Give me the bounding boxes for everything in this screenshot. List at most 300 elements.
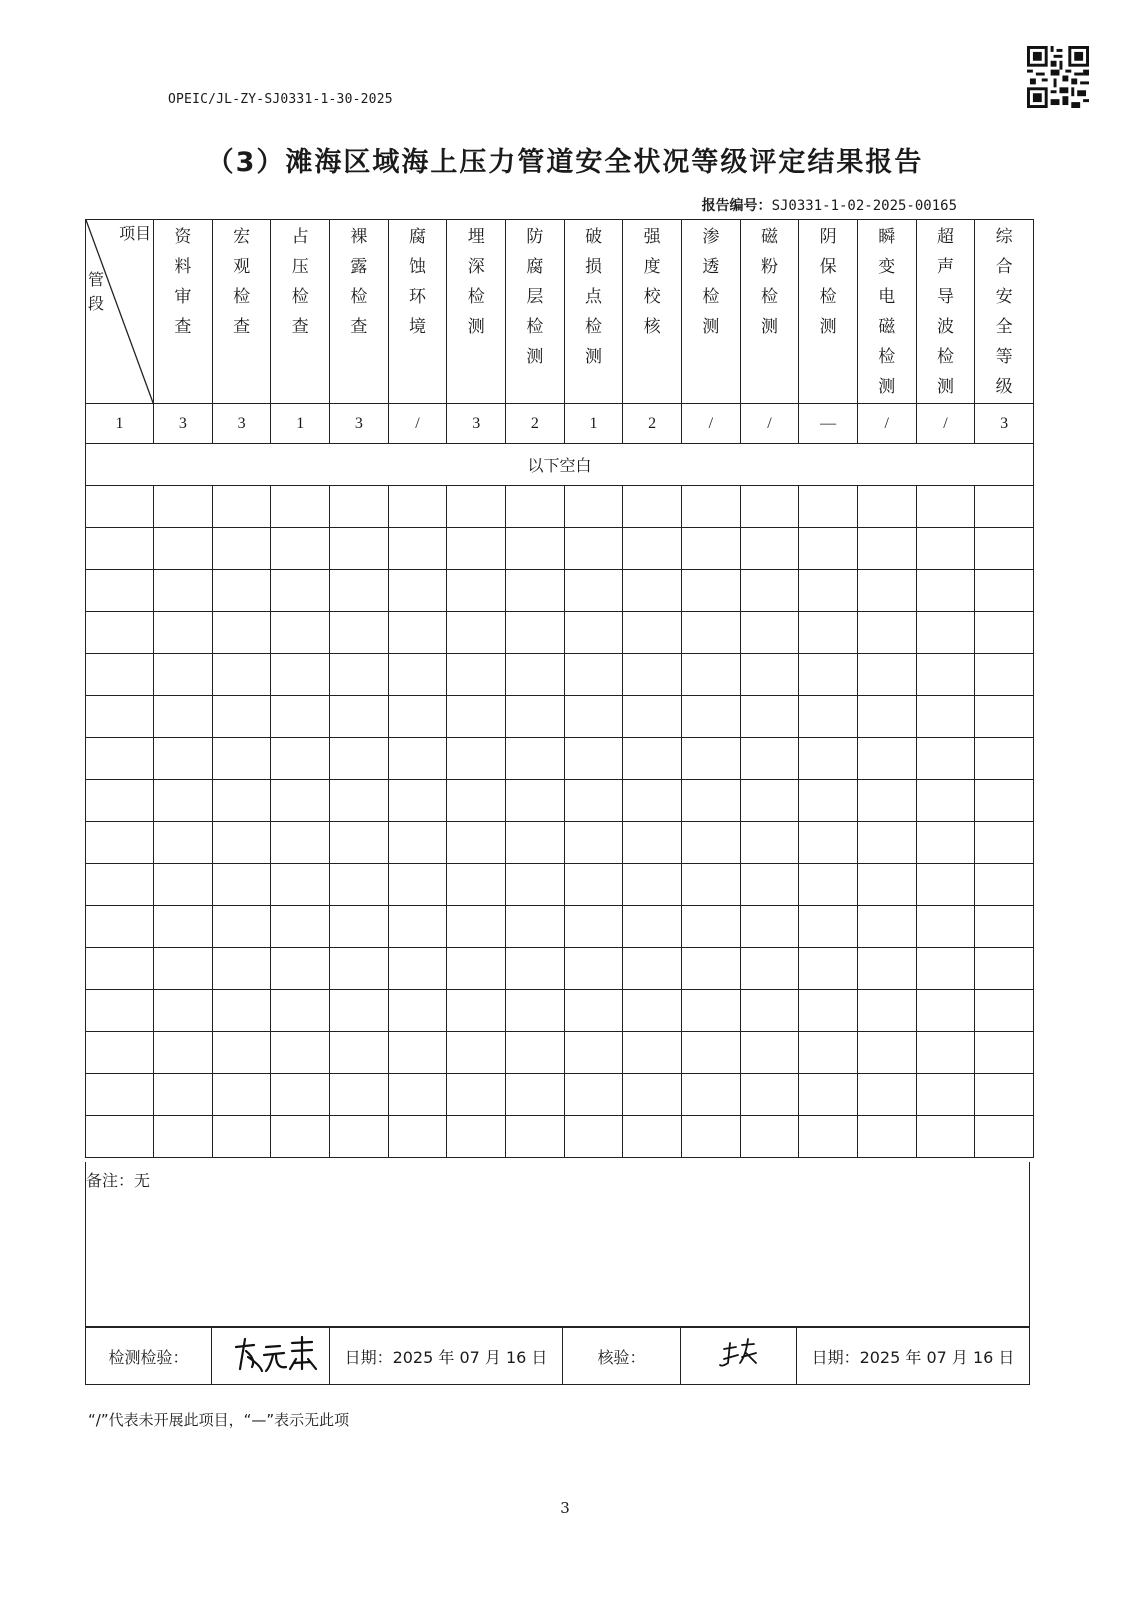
empty-cell <box>740 1074 799 1116</box>
empty-row <box>86 1032 1034 1074</box>
empty-cell <box>86 822 154 864</box>
empty-cell <box>330 780 389 822</box>
inspector-label: 检测检验： <box>86 1328 212 1385</box>
empty-cell <box>975 570 1034 612</box>
empty-cell <box>799 990 858 1032</box>
empty-row <box>86 612 1034 654</box>
empty-cell <box>86 486 154 528</box>
empty-cell <box>799 1116 858 1158</box>
empty-cell <box>212 780 271 822</box>
empty-cell <box>271 1116 330 1158</box>
empty-cell <box>740 948 799 990</box>
empty-cell <box>506 612 565 654</box>
empty-cell <box>916 696 975 738</box>
empty-cell <box>681 654 740 696</box>
empty-cell <box>681 780 740 822</box>
signoff-table <box>85 1327 1030 1385</box>
empty-cell <box>271 696 330 738</box>
empty-cell <box>447 780 506 822</box>
table-cell: / <box>681 404 740 444</box>
empty-cell <box>506 1032 565 1074</box>
reviewer-label: 核验： <box>563 1328 681 1385</box>
empty-cell <box>271 948 330 990</box>
empty-cell <box>447 738 506 780</box>
table-cell: 3 <box>212 404 271 444</box>
empty-cell <box>271 738 330 780</box>
empty-cell <box>154 612 213 654</box>
empty-cell <box>271 1032 330 1074</box>
empty-cell <box>799 1074 858 1116</box>
empty-cell <box>330 948 389 990</box>
empty-cell <box>740 864 799 906</box>
empty-cell <box>388 486 447 528</box>
empty-cell <box>447 906 506 948</box>
empty-cell <box>388 864 447 906</box>
empty-cell <box>740 738 799 780</box>
empty-cell <box>271 780 330 822</box>
empty-cell <box>86 528 154 570</box>
empty-cell <box>564 864 623 906</box>
empty-cell <box>564 780 623 822</box>
empty-cell <box>740 570 799 612</box>
empty-cell <box>388 696 447 738</box>
empty-cell <box>154 654 213 696</box>
empty-cell <box>740 822 799 864</box>
empty-cell <box>212 1116 271 1158</box>
empty-cell <box>506 990 565 1032</box>
empty-cell <box>506 528 565 570</box>
empty-cell <box>330 738 389 780</box>
empty-cell <box>857 948 916 990</box>
empty-cell <box>857 780 916 822</box>
blank-note-row <box>86 444 1034 486</box>
table-cell: 1 <box>564 404 623 444</box>
empty-cell <box>506 696 565 738</box>
empty-cell <box>388 906 447 948</box>
empty-cell <box>447 864 506 906</box>
empty-cell <box>681 1032 740 1074</box>
empty-cell <box>330 486 389 528</box>
empty-cell <box>447 486 506 528</box>
empty-cell <box>212 612 271 654</box>
empty-cell <box>799 1032 858 1074</box>
empty-cell <box>623 528 682 570</box>
table-cell: — <box>799 404 858 444</box>
empty-cell <box>623 990 682 1032</box>
empty-cell <box>857 864 916 906</box>
empty-cell <box>212 528 271 570</box>
empty-cell <box>86 612 154 654</box>
empty-row <box>86 654 1034 696</box>
empty-cell <box>681 1074 740 1116</box>
empty-cell <box>447 1116 506 1158</box>
empty-cell <box>212 822 271 864</box>
empty-cell <box>916 1074 975 1116</box>
empty-cell <box>271 570 330 612</box>
empty-row <box>86 696 1034 738</box>
empty-cell <box>975 1032 1034 1074</box>
empty-cell <box>975 822 1034 864</box>
empty-cell <box>857 1074 916 1116</box>
report-number-label: 报告编号： <box>701 198 772 214</box>
empty-cell <box>975 1116 1034 1158</box>
column-header: 资料审查 <box>154 220 213 404</box>
blank-note: 以下空白 <box>86 444 1034 486</box>
empty-cell <box>681 948 740 990</box>
reviewer-signature <box>681 1328 797 1385</box>
empty-cell <box>271 990 330 1032</box>
empty-cell <box>857 696 916 738</box>
empty-cell <box>564 486 623 528</box>
empty-cell <box>681 1116 740 1158</box>
empty-cell <box>857 1116 916 1158</box>
empty-cell <box>212 906 271 948</box>
document-code: OPEIC/JL-ZY-SJ0331-1-30-2025 <box>168 92 393 107</box>
empty-cell <box>506 822 565 864</box>
empty-cell <box>681 486 740 528</box>
empty-cell <box>271 528 330 570</box>
empty-cell <box>271 612 330 654</box>
empty-cell <box>564 654 623 696</box>
empty-cell <box>681 822 740 864</box>
empty-cell <box>623 906 682 948</box>
empty-cell <box>740 990 799 1032</box>
corner-header-cell <box>86 220 154 404</box>
empty-cell <box>623 1116 682 1158</box>
empty-cell <box>623 864 682 906</box>
empty-cell <box>975 696 1034 738</box>
empty-cell <box>564 696 623 738</box>
inspector-signature <box>212 1328 330 1385</box>
empty-cell <box>916 990 975 1032</box>
empty-cell <box>212 738 271 780</box>
empty-cell <box>623 1074 682 1116</box>
empty-cell <box>330 570 389 612</box>
empty-cell <box>681 906 740 948</box>
column-header: 瞬变电磁检测 <box>857 220 916 404</box>
empty-cell <box>740 1032 799 1074</box>
empty-cell <box>681 864 740 906</box>
column-header: 宏观检查 <box>212 220 271 404</box>
handwritten-signature-reviewer <box>684 1329 794 1379</box>
empty-cell <box>857 738 916 780</box>
empty-cell <box>564 738 623 780</box>
empty-cell <box>740 906 799 948</box>
empty-cell <box>623 486 682 528</box>
page-title: （3）滩海区域海上压力管道安全状况等级评定结果报告 <box>206 147 924 178</box>
empty-cell <box>212 654 271 696</box>
empty-cell <box>154 990 213 1032</box>
table-cell: 3 <box>447 404 506 444</box>
empty-cell <box>506 780 565 822</box>
empty-cell <box>330 864 389 906</box>
empty-cell <box>916 906 975 948</box>
empty-cell <box>388 1074 447 1116</box>
empty-row <box>86 822 1034 864</box>
empty-cell <box>564 990 623 1032</box>
empty-cell <box>857 612 916 654</box>
empty-cell <box>271 906 330 948</box>
empty-cell <box>154 822 213 864</box>
empty-cell <box>154 486 213 528</box>
corner-label-segment: 管段 <box>87 270 104 313</box>
empty-cell <box>623 738 682 780</box>
empty-cell <box>154 1032 213 1074</box>
empty-cell <box>447 612 506 654</box>
empty-cell <box>447 696 506 738</box>
empty-cell <box>916 528 975 570</box>
empty-cell <box>916 486 975 528</box>
empty-cell <box>86 738 154 780</box>
table-row <box>86 404 1034 444</box>
empty-cell <box>740 486 799 528</box>
empty-cell <box>271 822 330 864</box>
empty-row <box>86 1074 1034 1116</box>
empty-cell <box>916 948 975 990</box>
table-cell: / <box>916 404 975 444</box>
empty-cell <box>447 1074 506 1116</box>
empty-cell <box>506 864 565 906</box>
empty-cell <box>623 612 682 654</box>
table-cell: / <box>857 404 916 444</box>
empty-cell <box>86 906 154 948</box>
empty-cell <box>799 570 858 612</box>
empty-cell <box>564 906 623 948</box>
empty-cell <box>623 570 682 612</box>
empty-cell <box>330 990 389 1032</box>
empty-cell <box>623 948 682 990</box>
remarks-text: 备注：无 <box>86 1171 151 1190</box>
empty-cell <box>330 1074 389 1116</box>
empty-cell <box>154 780 213 822</box>
empty-cell <box>916 612 975 654</box>
empty-cell <box>330 528 389 570</box>
empty-cell <box>271 654 330 696</box>
empty-cell <box>506 906 565 948</box>
empty-cell <box>86 948 154 990</box>
empty-cell <box>212 948 271 990</box>
empty-cell <box>623 696 682 738</box>
report-number-value: SJ0331-1-02-2025-00165 <box>771 198 957 214</box>
empty-cell <box>330 1032 389 1074</box>
empty-cell <box>564 948 623 990</box>
empty-cell <box>857 654 916 696</box>
empty-row <box>86 1116 1034 1158</box>
empty-cell <box>975 654 1034 696</box>
table-cell: 1 <box>271 404 330 444</box>
reviewer-date: 日期：2025 年 07 月 16 日 <box>797 1328 1030 1385</box>
empty-cell <box>388 948 447 990</box>
empty-cell <box>975 990 1034 1032</box>
empty-cell <box>740 528 799 570</box>
empty-cell <box>447 990 506 1032</box>
empty-cell <box>212 1074 271 1116</box>
empty-row <box>86 486 1034 528</box>
empty-cell <box>212 1032 271 1074</box>
empty-cell <box>506 570 565 612</box>
empty-cell <box>916 1032 975 1074</box>
column-header: 渗透检测 <box>681 220 740 404</box>
qr-code-icon <box>1027 46 1089 108</box>
column-header: 埋深检测 <box>447 220 506 404</box>
empty-cell <box>154 948 213 990</box>
empty-cell <box>86 696 154 738</box>
empty-cell <box>857 486 916 528</box>
empty-cell <box>506 1116 565 1158</box>
empty-cell <box>564 822 623 864</box>
column-header: 超声导波检测 <box>916 220 975 404</box>
column-header: 磁粉检测 <box>740 220 799 404</box>
empty-cell <box>681 528 740 570</box>
empty-cell <box>975 780 1034 822</box>
empty-row <box>86 780 1034 822</box>
table-cell: 2 <box>506 404 565 444</box>
empty-cell <box>916 654 975 696</box>
empty-cell <box>799 486 858 528</box>
empty-cell <box>86 864 154 906</box>
empty-cell <box>975 1074 1034 1116</box>
column-header: 裸露检查 <box>330 220 389 404</box>
empty-cell <box>388 738 447 780</box>
empty-cell <box>564 1074 623 1116</box>
empty-cell <box>975 486 1034 528</box>
empty-cell <box>86 1032 154 1074</box>
empty-cell <box>916 822 975 864</box>
empty-cell <box>212 990 271 1032</box>
empty-cell <box>212 570 271 612</box>
empty-cell <box>86 780 154 822</box>
empty-cell <box>564 612 623 654</box>
page-number: 3 <box>560 1499 570 1517</box>
empty-cell <box>271 486 330 528</box>
empty-cell <box>857 906 916 948</box>
empty-cell <box>740 1116 799 1158</box>
empty-cell <box>212 864 271 906</box>
empty-cell <box>330 1116 389 1158</box>
empty-cell <box>86 1074 154 1116</box>
empty-cell <box>154 864 213 906</box>
empty-cell <box>506 654 565 696</box>
empty-cell <box>799 738 858 780</box>
empty-cell <box>154 906 213 948</box>
empty-cell <box>271 1074 330 1116</box>
empty-cell <box>799 822 858 864</box>
empty-cell <box>212 486 271 528</box>
empty-cell <box>623 1032 682 1074</box>
table-cell: / <box>388 404 447 444</box>
empty-cell <box>916 738 975 780</box>
empty-cell <box>154 570 213 612</box>
empty-row <box>86 570 1034 612</box>
empty-cell <box>154 528 213 570</box>
empty-cell <box>564 1116 623 1158</box>
empty-cell <box>681 696 740 738</box>
handwritten-signature-inspector <box>216 1329 326 1379</box>
empty-cell <box>330 696 389 738</box>
empty-cell <box>388 570 447 612</box>
empty-cell <box>388 780 447 822</box>
empty-cell <box>799 612 858 654</box>
empty-cell <box>916 1116 975 1158</box>
empty-cell <box>623 654 682 696</box>
empty-cell <box>681 738 740 780</box>
remarks-box <box>85 1162 1030 1327</box>
empty-row <box>86 864 1034 906</box>
empty-cell <box>799 780 858 822</box>
column-header: 破损点检测 <box>564 220 623 404</box>
table-cell: 3 <box>975 404 1034 444</box>
empty-cell <box>623 822 682 864</box>
empty-cell <box>154 1074 213 1116</box>
empty-cell <box>86 654 154 696</box>
empty-cell <box>330 906 389 948</box>
table-header-row <box>86 220 1034 404</box>
empty-cell <box>388 654 447 696</box>
empty-cell <box>916 570 975 612</box>
empty-cell <box>330 654 389 696</box>
segment-cell: 1 <box>86 404 154 444</box>
empty-cell <box>623 780 682 822</box>
table-cell: 2 <box>623 404 682 444</box>
empty-cell <box>740 696 799 738</box>
empty-cell <box>799 528 858 570</box>
inspector-date: 日期：2025 年 07 月 16 日 <box>330 1328 563 1385</box>
empty-cell <box>564 528 623 570</box>
empty-cell <box>330 612 389 654</box>
empty-cell <box>857 1032 916 1074</box>
table-cell: / <box>740 404 799 444</box>
empty-cell <box>388 822 447 864</box>
column-header: 防腐层检测 <box>506 220 565 404</box>
empty-rows <box>86 486 1034 1158</box>
empty-cell <box>681 612 740 654</box>
empty-row <box>86 528 1034 570</box>
empty-cell <box>799 654 858 696</box>
empty-cell <box>388 612 447 654</box>
corner-label-item: 项目 <box>119 224 152 243</box>
empty-cell <box>388 990 447 1032</box>
empty-cell <box>975 612 1034 654</box>
empty-row <box>86 948 1034 990</box>
empty-cell <box>86 990 154 1032</box>
column-header: 阴保检测 <box>799 220 858 404</box>
empty-cell <box>506 1074 565 1116</box>
empty-cell <box>271 864 330 906</box>
table-cell: 3 <box>154 404 213 444</box>
table-cell: 3 <box>330 404 389 444</box>
empty-row <box>86 990 1034 1032</box>
empty-cell <box>975 864 1034 906</box>
column-header: 强度校核 <box>623 220 682 404</box>
footnote: “/”代表未开展此项目，“—”表示无此项 <box>88 1411 350 1429</box>
empty-cell <box>799 864 858 906</box>
empty-cell <box>447 528 506 570</box>
empty-cell <box>916 864 975 906</box>
empty-cell <box>506 738 565 780</box>
empty-cell <box>447 822 506 864</box>
empty-cell <box>975 528 1034 570</box>
empty-cell <box>857 990 916 1032</box>
empty-cell <box>564 1032 623 1074</box>
empty-cell <box>799 696 858 738</box>
column-header: 综合安全等级 <box>975 220 1034 404</box>
empty-cell <box>388 528 447 570</box>
assessment-table <box>85 219 1034 1158</box>
column-header: 腐蚀环境 <box>388 220 447 404</box>
empty-cell <box>447 948 506 990</box>
empty-cell <box>388 1116 447 1158</box>
empty-cell <box>799 948 858 990</box>
